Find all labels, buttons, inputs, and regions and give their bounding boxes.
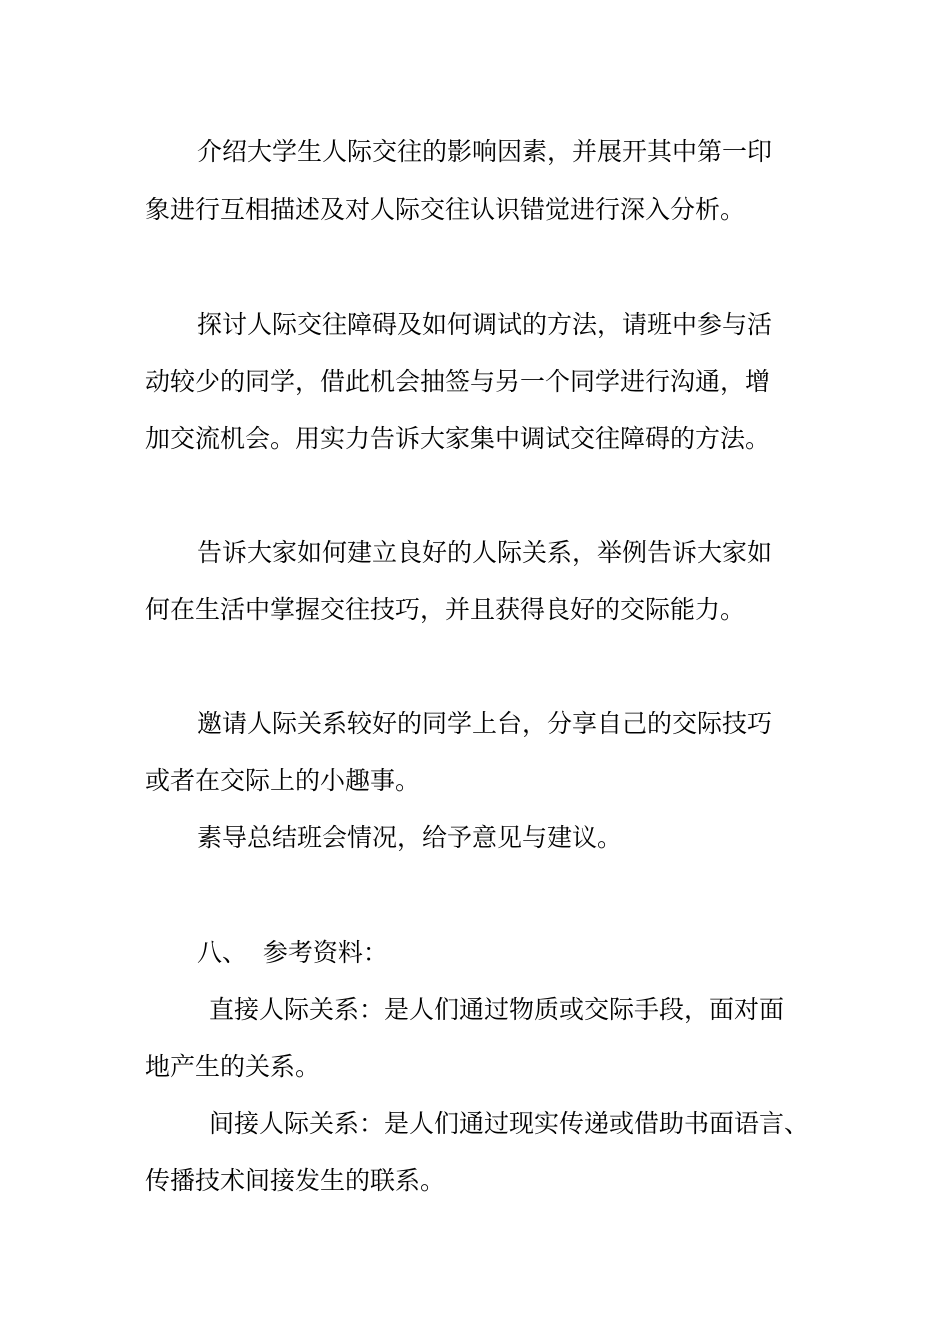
paragraph-line: 动较少的同学，借此机会抽签与另一个同学进行沟通，增	[145, 367, 771, 396]
definition-line: 间接人际关系：是人们通过现实传递或借助书面语言、	[209, 1109, 810, 1138]
definition-line: 直接人际关系：是人们通过物质或交际手段，面对面	[209, 995, 785, 1024]
definition-line: 地产生的关系。	[145, 1052, 321, 1081]
paragraph-line: 象进行互相描述及对人际交往认识错觉进行深入分析。	[145, 195, 746, 224]
paragraph-line: 探讨人际交往障碍及如何调试的方法，请班中参与活	[197, 310, 773, 339]
paragraph-line: 告诉大家如何建立良好的人际关系，举例告诉大家如	[197, 538, 773, 567]
definition-line: 传播技术间接发生的联系。	[145, 1166, 446, 1195]
paragraph-line: 邀请人际关系较好的同学上台，分享自己的交际技巧	[197, 709, 773, 738]
paragraph-line: 何在生活中掌握交往技巧，并且获得良好的交际能力。	[145, 595, 746, 624]
paragraph-line: 素导总结班会情况，给予意见与建议。	[197, 823, 623, 852]
paragraph-line: 介绍大学生人际交往的影响因素，并展开其中第一印	[197, 137, 773, 166]
paragraph-line: 或者在交际上的小趣事。	[145, 766, 421, 795]
section-heading: 八、 参考资料：	[197, 938, 388, 967]
paragraph-line: 加交流机会。用实力告诉大家集中调试交往障碍的方法。	[145, 424, 771, 453]
